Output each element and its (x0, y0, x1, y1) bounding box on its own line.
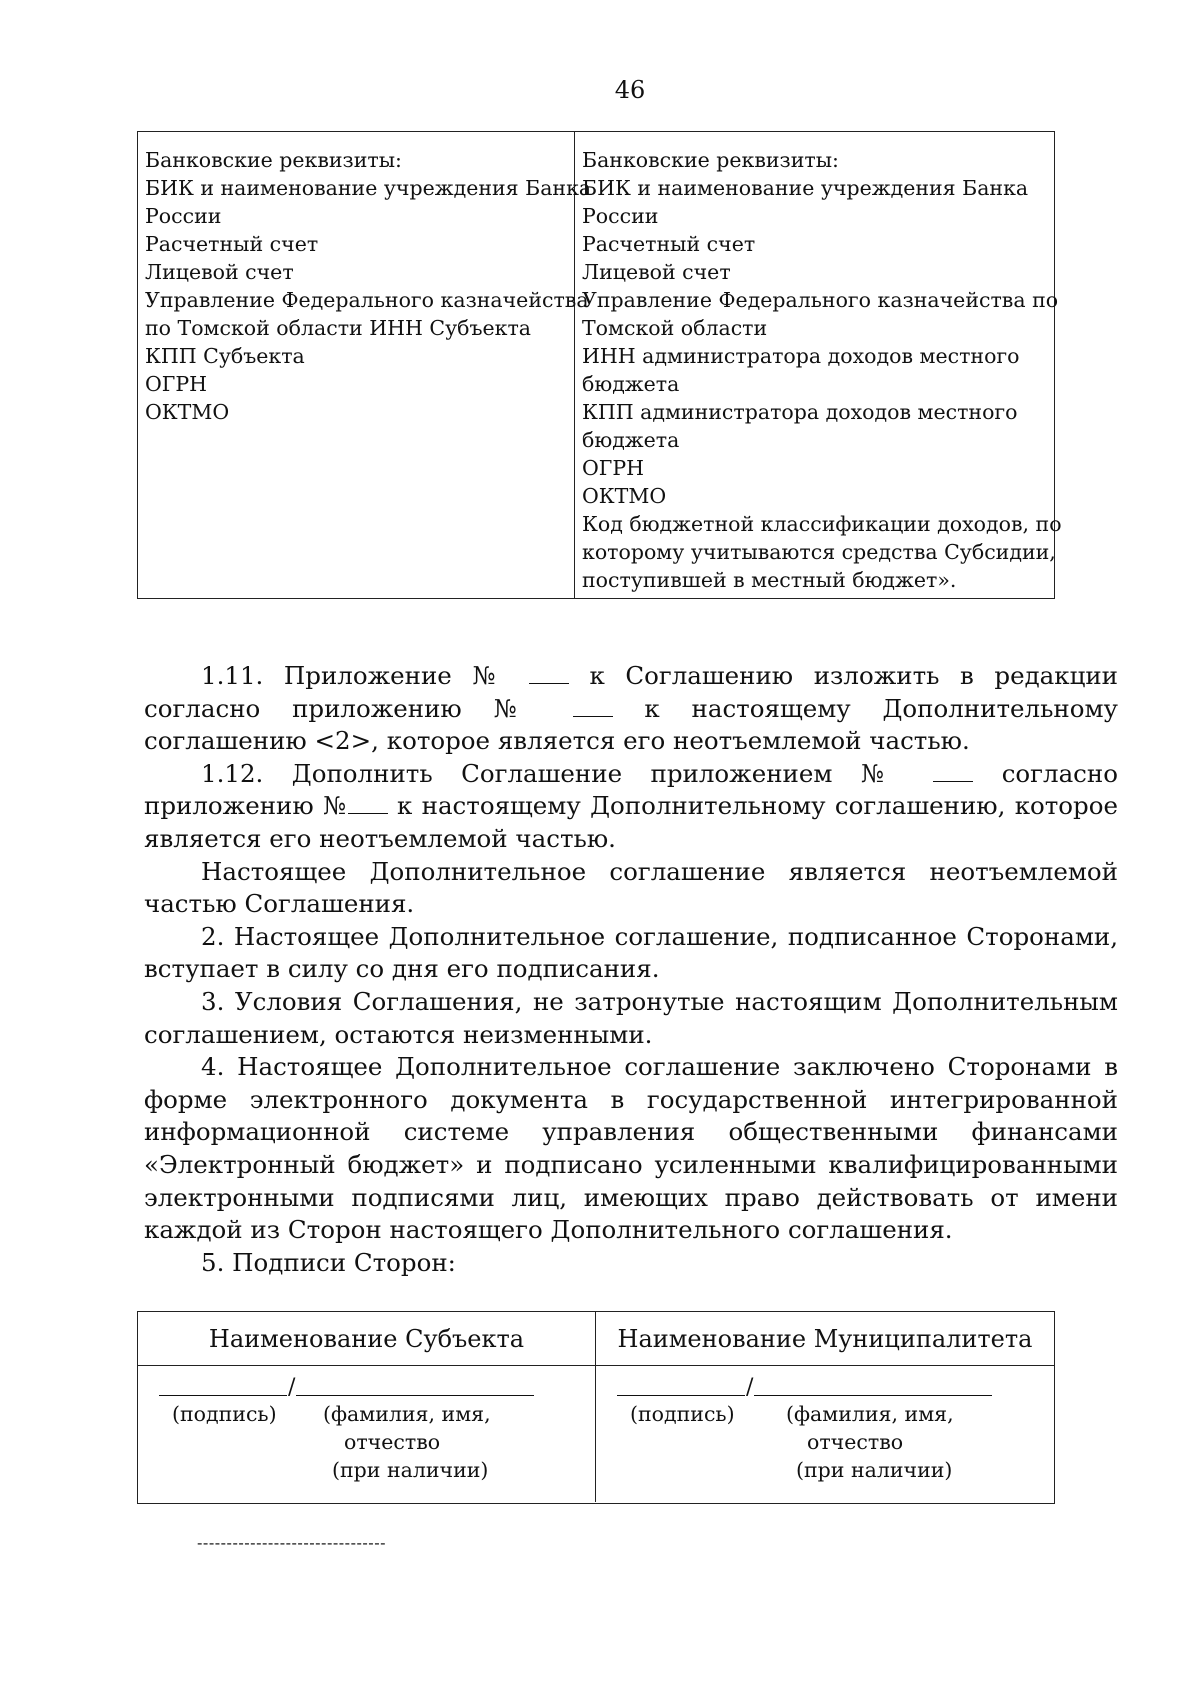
bank-line: бюджета (582, 372, 680, 396)
bank-line: Управление Федерального казначейства по (582, 288, 1059, 312)
blank-field (573, 696, 613, 717)
paragraph-text: 1.11. Приложение № (201, 661, 509, 690)
name-caption: (при наличии) (332, 1458, 489, 1482)
bank-line: КПП администратора доходов местного (582, 400, 1018, 424)
signatures-table (137, 1311, 1055, 1504)
paragraph-2: 2. Настоящее Дополнительное соглашение, подписанное Сторонами, вступает в силу со дня его подписания. (144, 921, 1118, 984)
municipality-name-header: Наименование Муниципалитета (617, 1324, 1033, 1353)
signatures-body (138, 1366, 1054, 1502)
blank-field (529, 663, 569, 684)
name-caption: (фамилия, имя, (323, 1402, 491, 1426)
municipality-signature-cell (596, 1366, 1054, 1502)
paragraph-4: 4. Настоящее Дополнительное соглашение заключено Сторонами в форме электронного документа в государственной интегрированной информационной системе управления общественными финансами «Электронный бюджет» и подписано усиленными квалифицированными электронными подписями лиц, имеющих право действовать от имени каждой из Сторон настоящего Дополнительного соглашения. (144, 1052, 1118, 1245)
name-caption: (при наличии) (796, 1458, 953, 1482)
blank-field (348, 793, 388, 814)
bank-line: Банковские реквизиты: (582, 148, 839, 172)
bank-line: которому учитываются средства Субсидии, (582, 540, 1056, 564)
paragraph-integral-part: Настоящее Дополнительное соглашение является неотъемлемой частью Соглашения. (144, 856, 1118, 919)
name-underline (754, 1395, 992, 1396)
bank-line: Лицевой счет (145, 260, 294, 284)
paragraph-1-12 (144, 758, 1118, 856)
signature-slash: / (746, 1375, 754, 1400)
paragraph-text: согласно приложению № (144, 758, 1118, 821)
bank-line: БИК и наименование учреждения Банка (582, 176, 1029, 200)
bank-line: ОКТМО (582, 484, 667, 508)
bank-line: ИНН администратора доходов местного (582, 344, 1020, 368)
name-caption: отчество (344, 1430, 441, 1454)
blank-field (933, 761, 973, 782)
bank-line: Управление Федерального казначейства (145, 288, 589, 312)
bank-line: ОКТМО (145, 400, 230, 424)
name-caption: отчество (807, 1430, 904, 1454)
subject-signature-cell (138, 1366, 596, 1502)
bank-details-table (137, 131, 1062, 599)
bank-line: Расчетный счет (582, 232, 756, 256)
bank-line: Томской области (582, 316, 768, 340)
bank-line: Расчетный счет (145, 232, 319, 256)
paragraph-1-11 (144, 660, 1118, 758)
signature-underline (159, 1395, 287, 1396)
name-underline (296, 1395, 534, 1396)
signatures-header (138, 1312, 1054, 1366)
signature-caption: (подпись) (630, 1402, 735, 1426)
name-caption: (фамилия, имя, (786, 1402, 954, 1426)
footnote-separator: -------------------------------- (197, 1533, 386, 1552)
bank-line: ОГРН (145, 372, 208, 396)
signature-slash: / (288, 1375, 296, 1400)
bank-line: России (582, 204, 659, 228)
bank-line: Лицевой счет (582, 260, 731, 284)
subject-name-header: Наименование Субъекта (138, 1312, 596, 1365)
bank-details-subject (138, 132, 592, 598)
paragraph-text: к Соглашению изложить в редакции согласно приложению № (144, 661, 1118, 723)
bank-line: ОГРН (582, 456, 645, 480)
page-number: 46 (614, 76, 646, 104)
signature-underline (617, 1395, 745, 1396)
bank-line: КПП Субъекта (145, 344, 305, 368)
paragraph-5: 5. Подписи Сторон: (201, 1247, 456, 1277)
paragraph-text: к настоящему Дополнительному соглашению <2>, которое является его неотъемлемой частью. (144, 693, 1118, 756)
paragraph-text: 1.12. Дополнить Соглашение приложением № (201, 758, 905, 788)
bank-line: Код бюджетной классификации доходов, по (582, 512, 1062, 536)
bank-line: Банковские реквизиты: (145, 148, 402, 172)
bank-line: по Томской области ИНН Субъекта (145, 316, 532, 340)
bank-details-municipality (575, 132, 1068, 598)
bank-line: бюджета (582, 428, 680, 452)
paragraph-text: к настоящему Дополнительному соглашению, которое является его неотъемлемой частью. (144, 791, 1118, 853)
agreement-body (144, 660, 1118, 1279)
paragraph-3: 3. Условия Соглашения, не затронутые настоящим Дополнительным соглашением, остаются неизменными. (144, 986, 1118, 1049)
bank-line: России (145, 204, 222, 228)
bank-line: БИК и наименование учреждения Банка (145, 176, 592, 200)
signature-caption: (подпись) (172, 1402, 277, 1426)
bank-line: поступившей в местный бюджет». (582, 568, 957, 592)
